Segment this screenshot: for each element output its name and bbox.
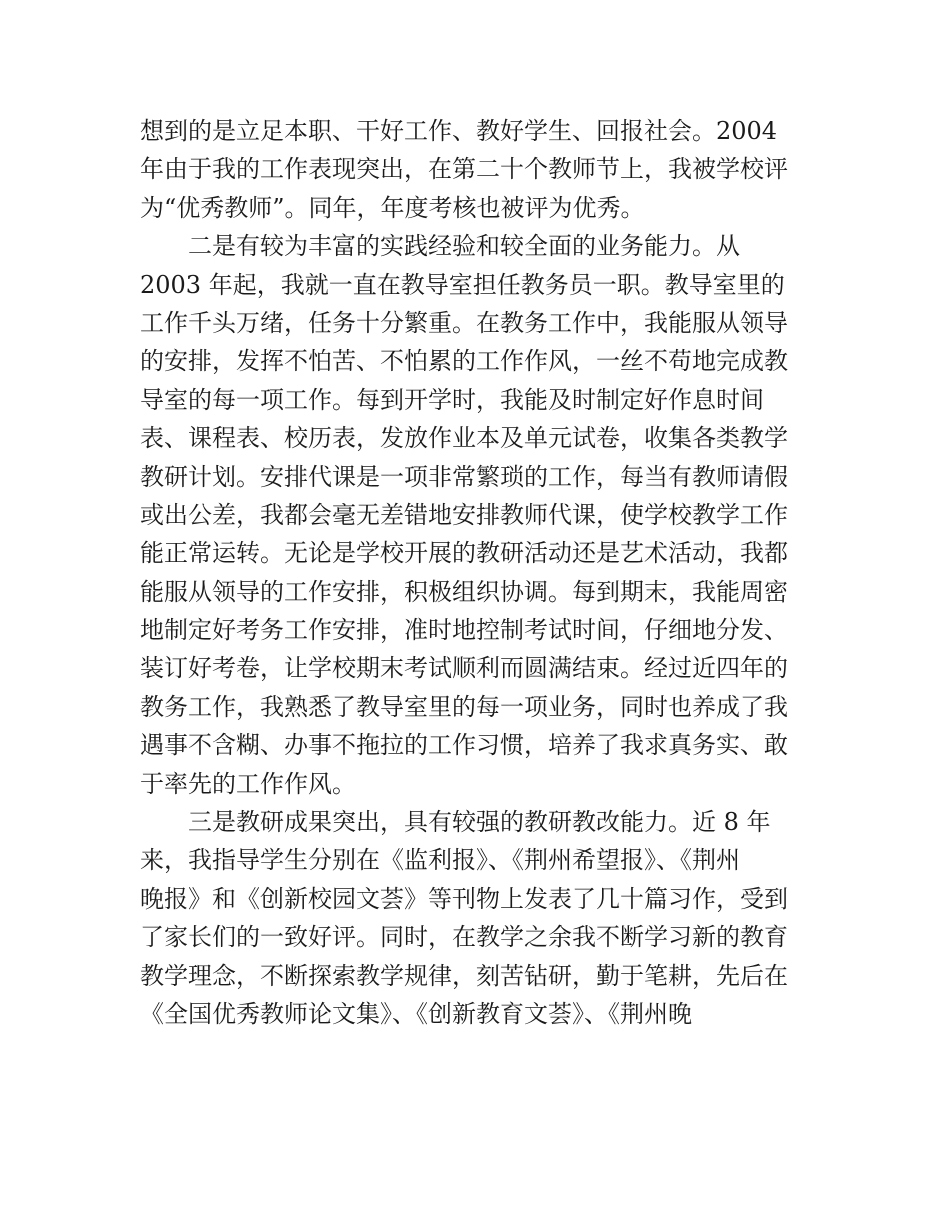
text-line: 能正常运转。无论是学校开展的教研活动还是艺术活动，我都 (140, 539, 788, 568)
text-line: 导室的每一项工作。每到开学时，我能及时制定好作息时间 (140, 385, 764, 414)
text-line: 了家长们的一致好评。同时，在教学之余我不断学习新的教育 (140, 923, 788, 952)
text-line: 能服从领导的工作安排，积极组织协调。每到期末，我能周密 (140, 577, 788, 606)
text-line: 工作千头万绪，任务十分繁重。在教务工作中，我能服从领导 (140, 308, 788, 337)
text-line: 表、课程表、校历表，发放作业本及单元试卷，收集各类教学 (140, 424, 788, 453)
text-line: 想到的是立足本职、干好工作、教好学生、回报社会。2004 (140, 117, 778, 145)
text-line: 《全国优秀教师论文集》、《创新教育文荟》、《荆州晚 (140, 999, 692, 1028)
text-line: 或出公差，我都会毫无差错地安排教师代课，使学校教学工作 (140, 500, 788, 529)
text-line: 的安排，发挥不怕苦、不怕累的工作作风，一丝不苟地完成教 (140, 347, 788, 376)
text-line: 装订好考卷，让学校期末考试顺利而圆满结束。经过近四年的 (140, 654, 788, 683)
document-text-body (140, 112, 820, 1033)
text-line: 为“优秀教师”。同年，年度考核也被评为优秀。 (140, 193, 645, 222)
text-line: 地制定好考务工作安排，准时地控制考试时间，仔细地分发、 (140, 616, 788, 645)
text-line: 晚报》和《创新校园文荟》等刊物上发表了几十篇习作，受到 (140, 884, 788, 913)
text-line: 教研计划。安排代课是一项非常繁琐的工作，每当有教师请假 (140, 462, 788, 491)
text-line: 年由于我的工作表现突出，在第二十个教师节上，我被学校评 (140, 155, 788, 184)
paragraph-start-line: 二是有较为丰富的实践经验和较全面的业务能力。从 (140, 232, 740, 261)
text-line: 遇事不含糊、办事不拖拉的工作习惯，培养了我求真务实、敢 (140, 731, 788, 760)
paragraph-start-line: 三是教研成果突出，具有较强的教研教改能力。近 8 年 (140, 808, 771, 837)
text-line: 于率先的工作作风。 (140, 769, 356, 798)
text-line: 教务工作，我熟悉了教导室里的每一项业务，同时也养成了我 (140, 692, 788, 721)
text-line: 来，我指导学生分别在《监利报》、《荆州希望报》、《荆州 (140, 846, 740, 875)
text-line: 教学理念，不断探索教学规律，刻苦钻研，勤于笔耕，先后在 (140, 961, 788, 990)
text-line: 2003 年起，我就一直在教导室担任教务员一职。教导室里的 (140, 270, 785, 299)
